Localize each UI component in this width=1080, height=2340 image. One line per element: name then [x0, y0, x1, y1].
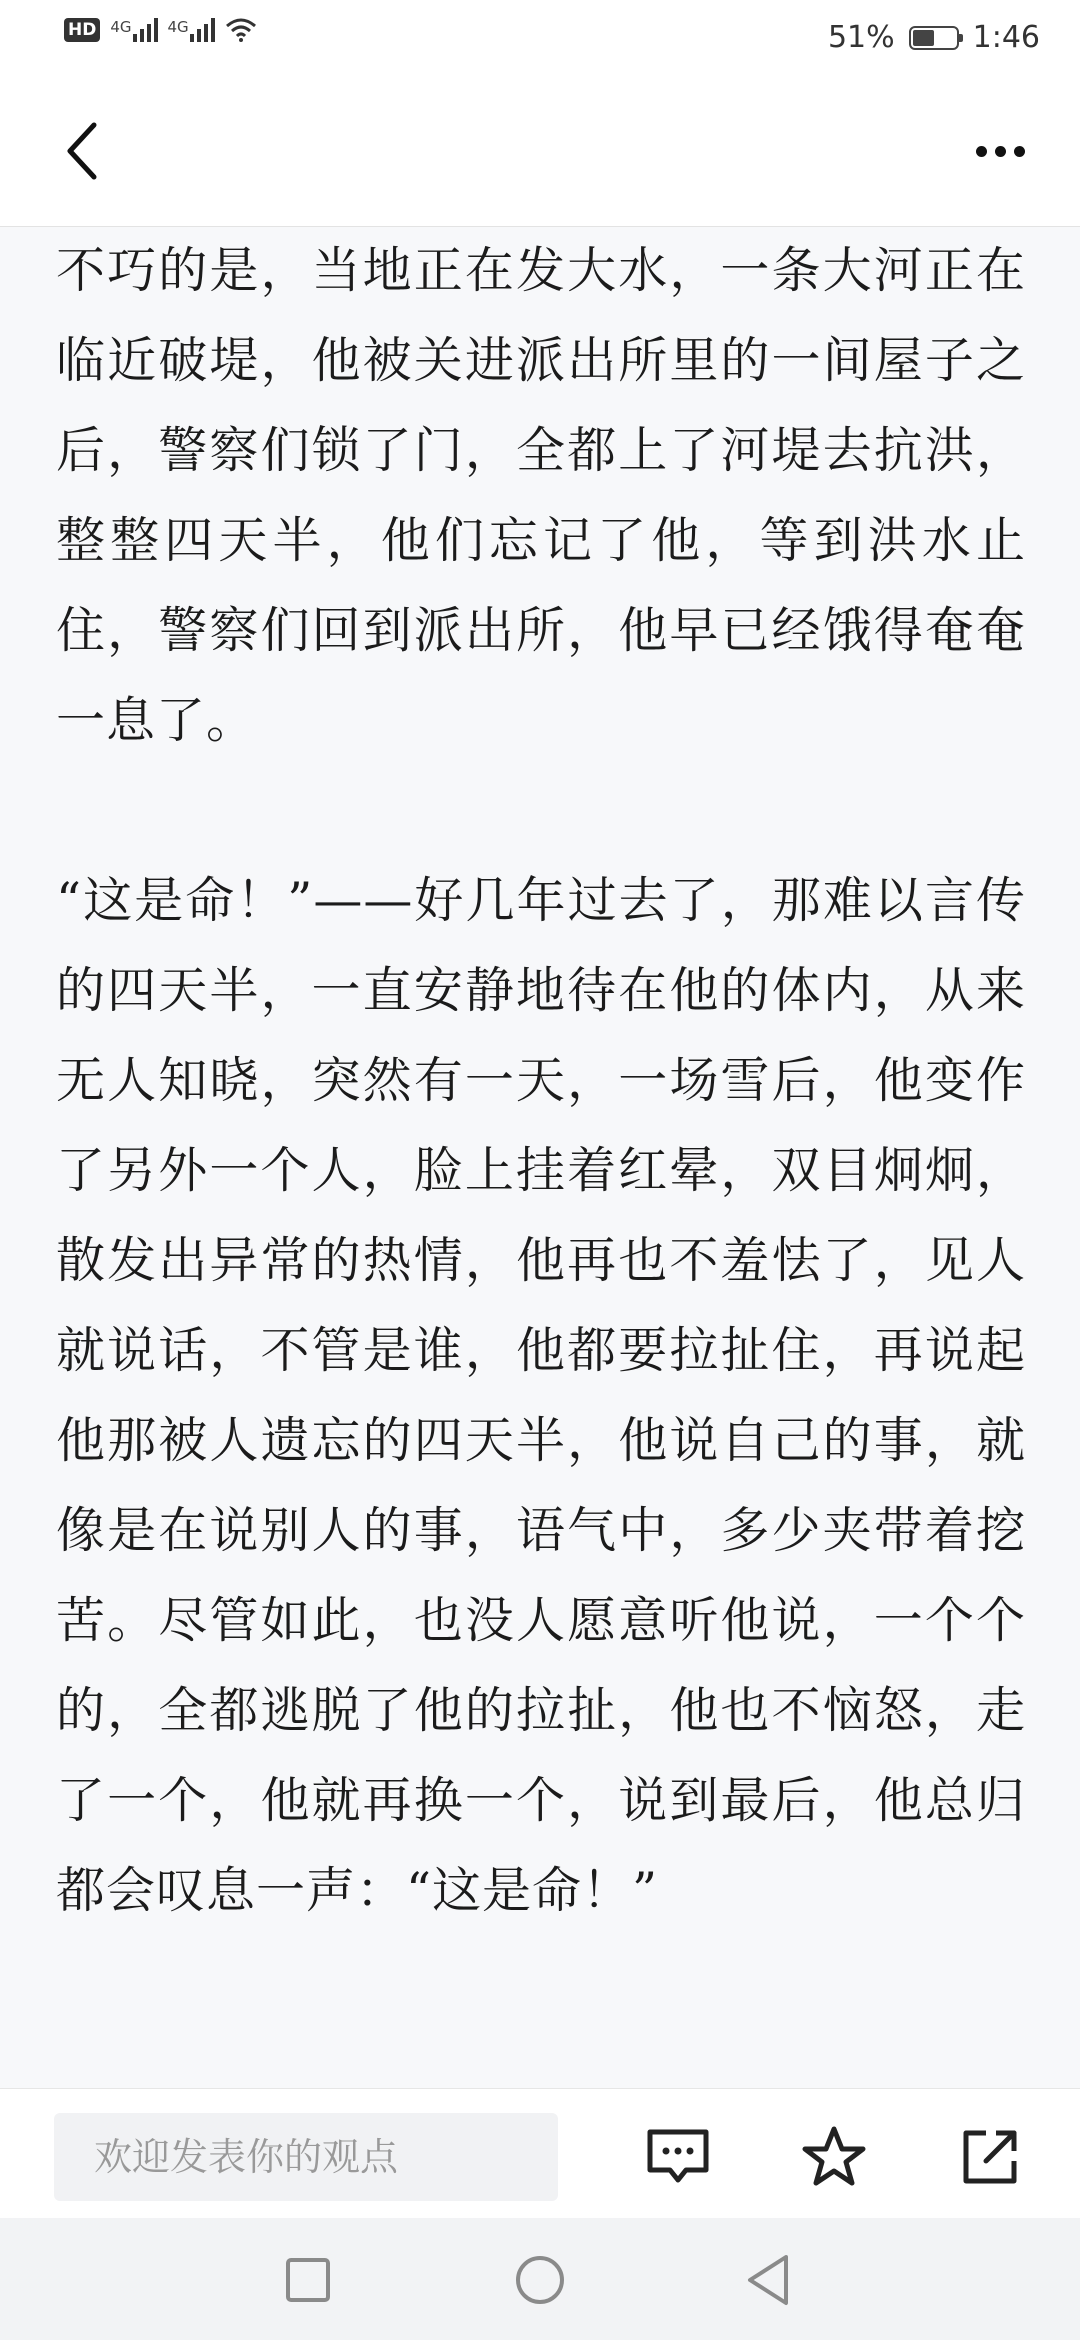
battery-fill	[913, 30, 934, 46]
more-horizontal-icon	[976, 146, 987, 157]
square-icon	[285, 2257, 331, 2303]
battery-percent: 51%	[827, 20, 895, 55]
article-paragraph: 不巧的是，当地正在发大水，一条大河正在临近破堤，他被关进派出所里的一间屋子之后，警察们锁了门，全都上了河堤去抗洪，整整四天半，他们忘记了他，等到洪水止住，警察们回到派出所，他早已经饿得奄奄一息了。	[56, 242, 1026, 749]
hd-badge: HD	[64, 18, 100, 42]
favorite-button[interactable]	[794, 2119, 874, 2195]
clock-time: 1:46	[972, 20, 1040, 55]
share-icon	[960, 2127, 1020, 2187]
nav-back-button[interactable]	[736, 2248, 800, 2312]
back-button[interactable]	[52, 118, 112, 184]
home-button[interactable]	[508, 2248, 572, 2312]
battery-icon	[909, 26, 959, 50]
signal-2-label: 4G	[167, 18, 189, 36]
recents-button[interactable]	[276, 2248, 340, 2312]
triangle-back-icon	[744, 2253, 792, 2307]
share-button[interactable]	[950, 2119, 1030, 2195]
wifi-icon	[225, 18, 257, 42]
status-bar	[0, 0, 1080, 76]
article-body	[56, 226, 1026, 2086]
signal-icon	[168, 18, 215, 42]
comment-icon	[646, 2128, 710, 2186]
top-app-bar	[0, 76, 1080, 227]
status-indicators	[64, 18, 257, 42]
system-nav-bar	[0, 2218, 1080, 2340]
article-paragraph: “这是命！”——好几年过去了，那难以言传的四天半，一直安静地待在他的体内，从来无人知晓，突然有一天，一场雪后，他变作了另外一个人，脸上挂着红晕，双目炯炯，散发出异常的热情，他再也不羞怯了，见人就说话，不管是谁，他都要拉扯住，再说起他那被人遗忘的四天半，他说自己的事，就像是在说别人的事，语气中，多少夹带着挖苦。尽管如此，也没人愿意听他说，一个个的，全都逃脱了他的拉扯，他也不恼怒，走了一个，他就再换一个，说到最后，他总归都会叹息一声：“这是命！”	[56, 872, 1026, 1919]
more-dot	[995, 146, 1006, 157]
comments-button[interactable]	[638, 2119, 718, 2195]
more-options-button[interactable]	[960, 118, 1040, 184]
signal-1-label: 4G	[110, 18, 132, 36]
more-dot	[1014, 146, 1025, 157]
comment-action-bar	[0, 2088, 1080, 2219]
comment-input[interactable]	[54, 2113, 558, 2201]
circle-icon	[514, 2254, 566, 2306]
status-right	[828, 20, 1040, 55]
signal-icon	[110, 18, 157, 42]
star-icon	[801, 2125, 867, 2189]
chevron-left-icon	[64, 121, 100, 181]
